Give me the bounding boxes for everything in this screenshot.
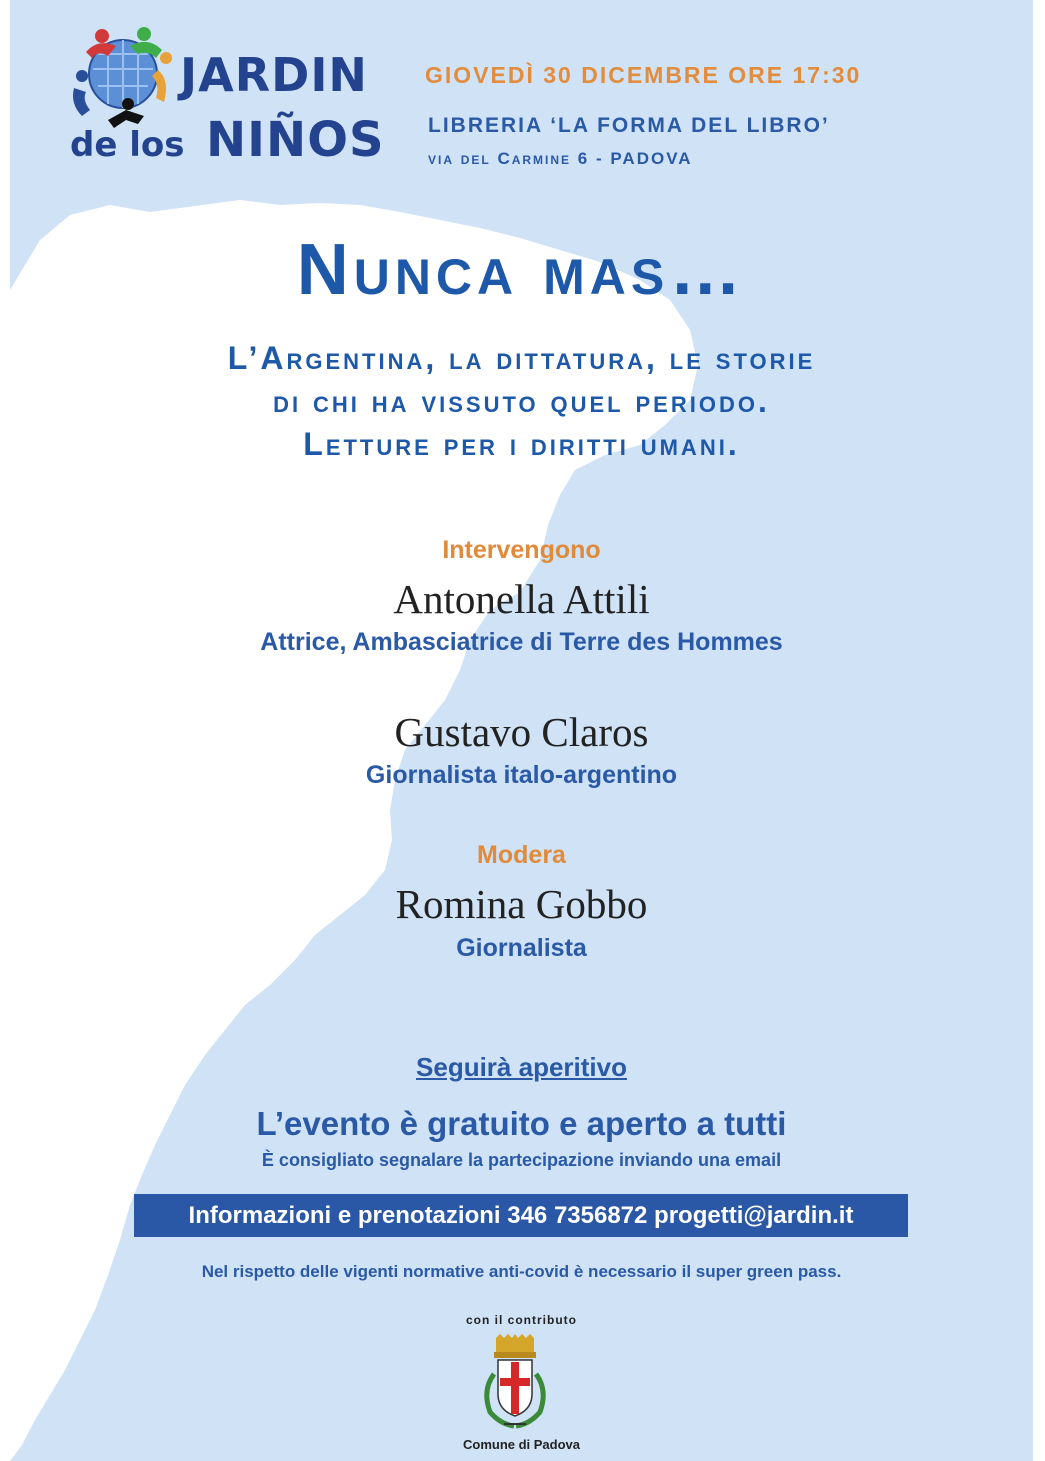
speaker-role: Attrice, Ambasciatrice di Terre des Hommes (260, 628, 783, 656)
sponsor-name: Comune di Padova (462, 1437, 581, 1452)
globe-people-icon (68, 24, 188, 134)
free-event-note: L’evento è gratuito e aperto a tutti (256, 1105, 787, 1142)
event-date: GIOVEDÌ 30 DICEMBRE ORE 17:30 (425, 62, 862, 88)
email-advice: È consigliato segnalare la partecipazione inviando una email (261, 1150, 782, 1170)
moderator-name: Romina Gobbo (395, 881, 648, 927)
logo-jardin-text: JARDIN (180, 48, 368, 102)
subtitle-line: Letture per i diritti umani. (303, 426, 740, 462)
info-bar (134, 1194, 908, 1237)
event-address: via del Carmine 6 - PADOVA (428, 149, 693, 168)
logo-de-los-text: de los (70, 125, 185, 165)
left-margin (0, 0, 10, 1461)
moderator-heading: Modera (477, 841, 566, 869)
contribution-label: con il contributo (466, 1313, 577, 1327)
info-bar-text: Informazioni e prenotazioni 346 7356872 progetti@jardin.it (188, 1201, 854, 1229)
event-title: Nunca mas… (296, 230, 747, 310)
speaker-name: Antonella Attili (393, 576, 650, 622)
subtitle-line: di chi ha vissuto quel periodo. (273, 383, 770, 419)
aperitivo-note: Seguirà aperitivo (416, 1052, 627, 1082)
logo-ninos-text: NIÑOS (206, 112, 385, 168)
event-subtitle (10, 337, 1033, 466)
speaker-role: Giornalista italo-argentino (365, 761, 678, 789)
event-venue: LIBRERIA ‘LA FORMA DEL LIBRO’ (428, 114, 830, 137)
right-margin (1033, 0, 1045, 1461)
speaker-name: Gustavo Claros (394, 709, 649, 755)
speakers-heading: Intervengono (442, 536, 601, 564)
padova-crest-icon (474, 1334, 556, 1430)
subtitle-line: L’Argentina, la dittatura, le storie (227, 340, 816, 376)
covid-note: Nel rispetto delle vigenti normative anti-covid è necessario il super green pass. (201, 1262, 842, 1281)
moderator-role: Giornalista (456, 934, 587, 962)
